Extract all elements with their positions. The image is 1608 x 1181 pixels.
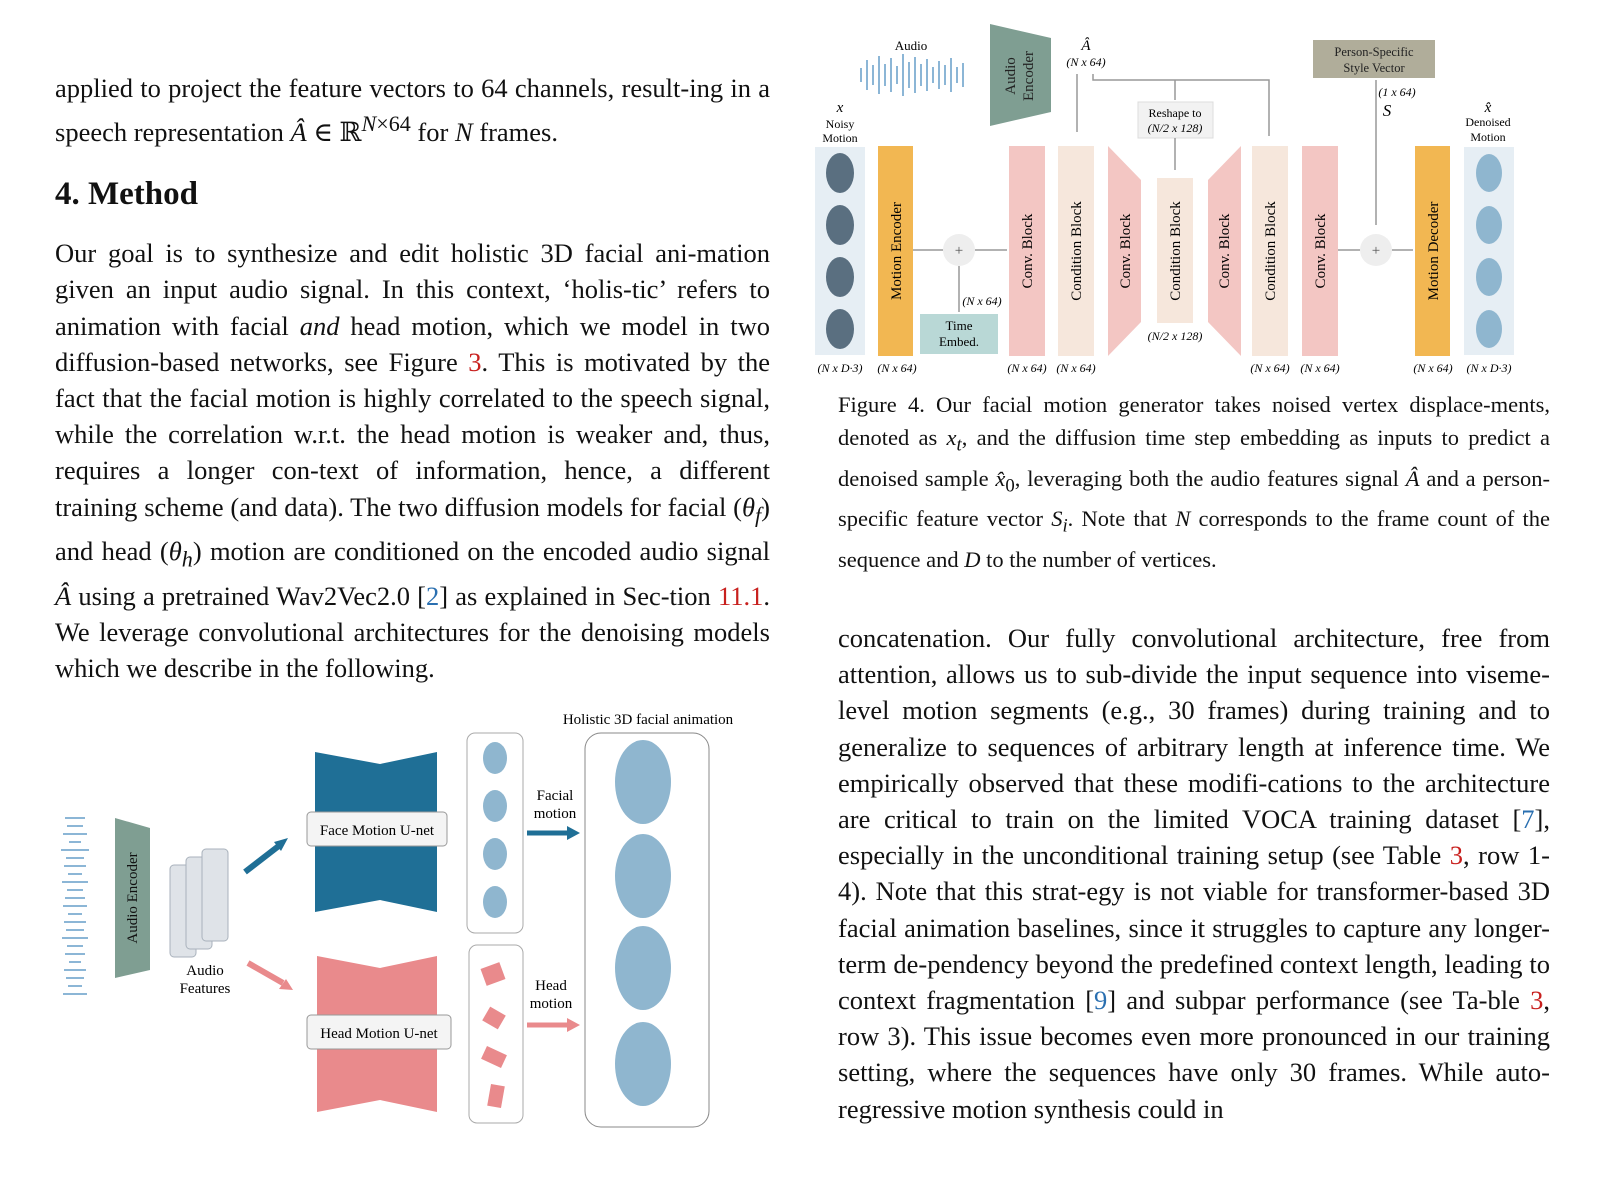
noisy-label-1: Noisy	[825, 117, 855, 131]
facial-motion-label-2: motion	[533, 806, 577, 822]
audio-features-label-1: Audio	[186, 963, 224, 979]
condition-block-1-label: Condition Block	[1069, 201, 1085, 301]
right-body-paragraph: concatenation. Our fully convolutional architecture, free from attention, allows us to sub-divide the input sequence into viseme-level motion segments (e.g., 30 frames) during training and to generalize to sequences of arbitrary length at inference time. We empirically observed that these modifi-cations to the architecture are critical to train on the limited VOCA training dataset [7], especially in the unconditional training setup (see Table 3, row 1-4). Note that this strat-egy is not viable for transformer-based 3D facial animation baselines, since it struggles to capture any longer-term de-pendency beyond the predefined context length, leading to context fragmentation [9] and subpar performance (see Ta-ble 3, row 3). This issue becomes even more pronounced in our training setting, where the sequences have only 30 frames. While auto-regressive motion synthesis could in	[838, 623, 1550, 1124]
time-embed-label-2: Embed.	[938, 334, 980, 349]
audio-encoder-label: Audio Encoder	[125, 852, 141, 944]
figure-3	[55, 700, 770, 1160]
holistic-title: Holistic 3D facial animation	[562, 712, 734, 728]
condition-block-3-label: Condition Block	[1263, 201, 1279, 301]
motion-decoder-label: Motion Decoder	[1426, 201, 1442, 301]
dim-conv-4: (N x 64)	[1300, 361, 1340, 375]
left-column	[55, 70, 770, 686]
condition-block-2-label: Condition Block	[1168, 201, 1184, 301]
svg-text:+: +	[1371, 243, 1381, 259]
audio-features-stack	[170, 849, 228, 957]
a-hat-dim: (N x 64)	[1066, 55, 1106, 69]
conv-block-3-label: Conv. Block	[1217, 213, 1233, 289]
method-paragraph: Our goal is to synthesize and edit holistic 3D facial ani-mation given an input audio signal. In this context, ‘holis-tic’ refers to animation with facial and head motion, which we model in two diffusion-based networks, see Figure 3. This is motivated by the fact that the facial motion is highly correlated to the speech signal, while the correlation w.r.t. the head motion is weaker and, thus, requires a longer con-text of information, hence, a different training scheme (and data). The two diffusion models for facial $(\theta_f)$ and head $(\theta_h)$ motion are conditioned on the encoded audio signal Â using a pretrained Wav2Vec2.0 [2] as explained in Sec-tion 11.1. We leverage convolutional architectures for the denoising models which we describe in the following.	[55, 238, 770, 684]
conv-block-2-label: Conv. Block	[1118, 213, 1134, 289]
figure-4-caption-wrap	[838, 388, 1550, 576]
conv-block-1-label: Conv. Block	[1020, 213, 1036, 289]
dim-decoder: (N x 64)	[1413, 361, 1453, 375]
style-vector-label-2: Style Vector	[1343, 61, 1405, 75]
figure-4-caption: Figure 4. Our facial motion generator takes noised vertex displace-ments, denoted as $x_t$, and the diffusion time step embedding as inputs to predict a denoised sample $x̂_0$, leveraging both the audio features signal Â and a person-specific feature vector $S_i$. Note that N corresponds to the frame count of the sequence and D to the number of vertices.	[838, 392, 1551, 572]
face-motion-frames	[483, 742, 507, 918]
audio-label: Audio	[894, 38, 928, 53]
svg-text:+: +	[954, 243, 964, 259]
x0-label: x̂	[1484, 100, 1492, 116]
head-motion-label-2: motion	[529, 996, 573, 1012]
head-motion-frames	[481, 962, 507, 1108]
dim-cond-3: (N x 64)	[1250, 361, 1290, 375]
reshape-label-2: (N/2 x 128)	[1147, 121, 1203, 135]
half-dim: (N/2 x 128)	[1147, 329, 1203, 343]
style-dim: (1 x 64)	[1378, 85, 1416, 99]
audio-features-label-2: Features	[179, 981, 231, 997]
audio-encoder-label-2: Encoder	[1021, 51, 1037, 101]
time-dim: (N x 64)	[962, 294, 1002, 308]
motion-encoder-label: Motion Encoder	[889, 202, 905, 300]
s-i-label: S	[1382, 101, 1392, 120]
audio-waveform	[861, 54, 963, 96]
dim-noisy: (N x D·3)	[817, 361, 863, 375]
right-column-body	[838, 620, 1550, 1127]
dim-encoder: (N x 64)	[877, 361, 917, 375]
holistic-faces	[615, 740, 671, 1106]
audio-waveform-vertical	[61, 818, 89, 994]
denoised-label-1: Denoised	[1465, 115, 1511, 129]
style-vector-label-1: Person-Specific	[1334, 45, 1414, 59]
reshape-label-1: Reshape to	[1148, 106, 1202, 120]
noisy-label-2: Motion	[822, 131, 858, 145]
dim-cond-1: (N x 64)	[1056, 361, 1096, 375]
figure-4	[813, 20, 1523, 385]
conv-block-4-label: Conv. Block	[1313, 213, 1329, 289]
head-motion-label-1: Head	[535, 978, 567, 994]
head-unet-label: Head Motion U-net	[320, 1026, 438, 1042]
dim-denoised: (N x D·3)	[1466, 361, 1512, 375]
dim-conv-1: (N x 64)	[1007, 361, 1047, 375]
a-hat-label: Â	[1081, 38, 1091, 54]
time-embed-label-1: Time	[945, 318, 973, 333]
face-unet-label: Face Motion U-net	[319, 823, 435, 839]
section-heading: 4. Method	[55, 176, 198, 213]
xt-label: x	[836, 100, 844, 116]
audio-encoder-label-1: Audio	[1003, 57, 1019, 95]
denoised-label-2: Motion	[1470, 130, 1506, 144]
intro-paragraph: applied to project the feature vectors to 64 channels, result-ing in a speech representation Â ∈ ℝ$^{N\times 64}$ for N frames.	[55, 73, 770, 148]
facial-motion-label-1: Facial	[536, 788, 574, 804]
